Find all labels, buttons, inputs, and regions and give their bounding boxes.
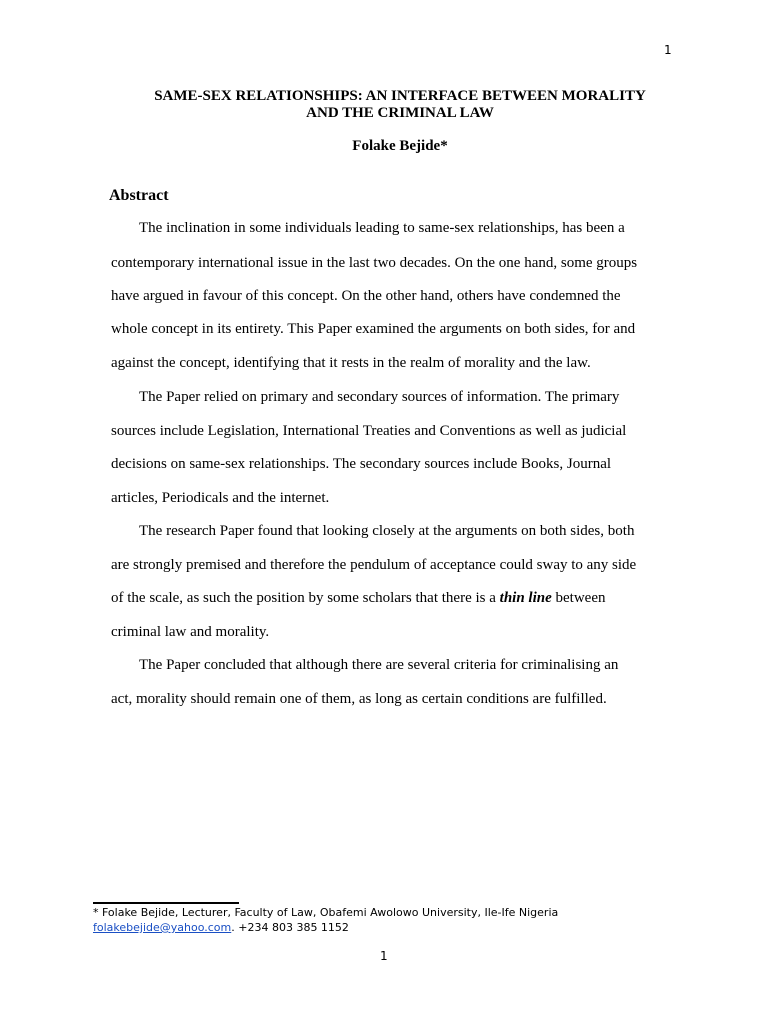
author-name: Folake Bejide* <box>352 138 448 154</box>
footnote-phone: . +234 803 385 1152 <box>231 921 349 934</box>
title-line-2: AND THE CRIMINAL LAW <box>306 105 494 121</box>
abstract-line: are strongly premised and therefore the pendulum of acceptance could sway to any side <box>111 557 637 573</box>
abstract-line: articles, Periodicals and the internet. <box>111 490 330 506</box>
abstract-line: act, morality should remain one of them, as long as certain conditions are fulfilled. <box>111 691 607 707</box>
email-link[interactable]: folakebejide@yahoo.com <box>93 921 232 934</box>
abstract-line: decisions on same-sex relationships. The secondary sources include Books, Journal <box>111 456 612 472</box>
title-line-1: SAME-SEX RELATIONSHIPS: AN INTERFACE BETWEEN MORALITY <box>154 88 646 104</box>
abstract-line: sources include Legislation, International Treaties and Conventions as well as judicial <box>111 423 627 439</box>
abstract-line: have argued in favour of this concept. On the other hand, others have condemned the <box>111 288 621 304</box>
abstract-text: between <box>551 590 606 606</box>
abstract-line: against the concept, identifying that it rests in the realm of morality and the law. <box>111 355 591 371</box>
abstract-line: The research Paper found that looking closely at the arguments on both sides, both <box>139 523 635 539</box>
abstract-line: The Paper concluded that although there are several criteria for criminalising an <box>139 657 619 673</box>
abstract-line: The Paper relied on primary and secondary sources of information. The primary <box>139 389 620 405</box>
abstract-line: contemporary international issue in the last two decades. On the one hand, some groups <box>111 255 638 271</box>
paper-title <box>100 88 700 122</box>
abstract-line: The inclination in some individuals leading to same-sex relationships, has been a <box>139 220 625 236</box>
page-header-number: 1 <box>664 43 672 57</box>
abstract-text: of the scale, as such the position by some scholars that there is a <box>111 590 500 606</box>
footnote-contact <box>93 921 349 934</box>
page-footer-number: 1 <box>380 949 388 963</box>
footnote-separator <box>93 902 239 904</box>
emphasis-thin-line: thin line <box>499 590 552 606</box>
abstract-line: criminal law and morality. <box>111 624 270 640</box>
abstract-heading: Abstract <box>109 187 169 204</box>
abstract-line: whole concept in its entirety. This Paper examined the arguments on both sides, for and <box>111 321 636 337</box>
footnote-author: * Folake Bejide, Lecturer, Faculty of Law, Obafemi Awolowo University, Ile-Ife Nigeria <box>93 906 559 919</box>
abstract-line-with-emphasis <box>111 590 606 607</box>
